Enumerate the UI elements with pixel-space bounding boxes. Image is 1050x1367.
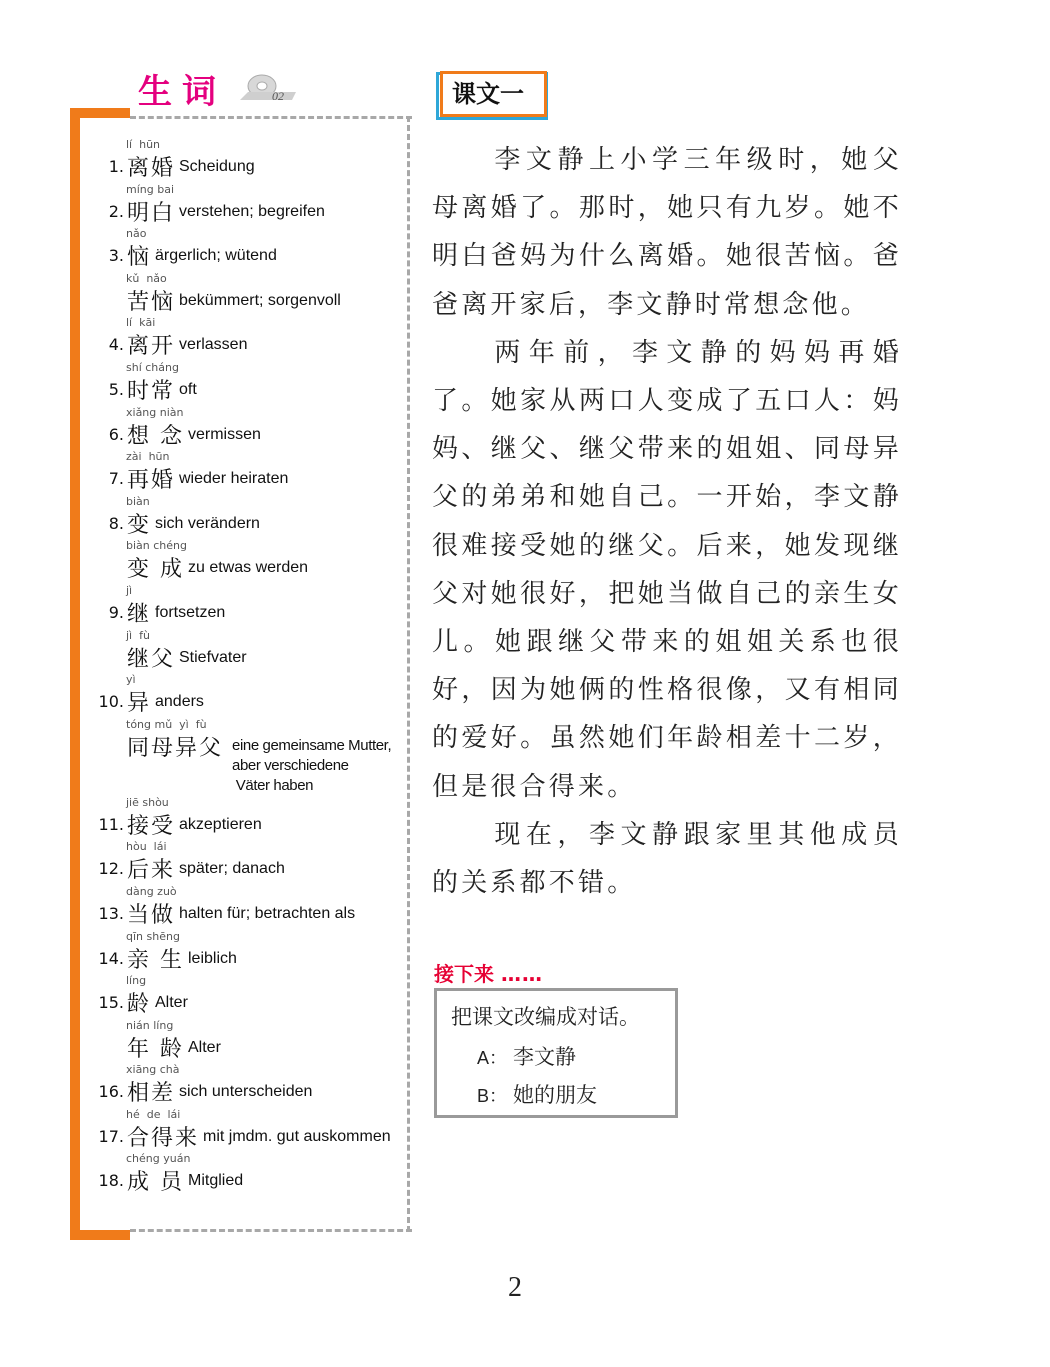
vocab-gloss-line: eine gemeinsame Mutter, (232, 736, 392, 754)
vocab-gloss: vermissen (188, 425, 261, 443)
vocab-hanzi: 合得来 (127, 1125, 200, 1151)
vocab-entry (96, 671, 406, 716)
vocab-pinyin: lí kāi (126, 316, 156, 330)
vocab-entry (96, 270, 406, 315)
vocabulary-list (96, 136, 406, 1195)
vocab-hanzi: 苦恼 (127, 289, 176, 315)
vocab-entry (96, 314, 406, 359)
page-number: 2 (508, 1272, 522, 1303)
vocab-pinyin: líng (126, 974, 147, 988)
vocab-gloss: zu etwas werden (188, 559, 309, 577)
next-section-title: 接下来 (434, 962, 494, 986)
vocab-pinyin: hòu lái (126, 840, 167, 854)
vocab-number: 9. (108, 602, 124, 622)
frame-accent-left (70, 108, 80, 1240)
vocab-pinyin: jì fù (126, 628, 150, 642)
vocab-number: 10. (98, 692, 124, 712)
vocab-gloss: anders (155, 693, 204, 711)
task-instruction: 把课文改编成对话。 (451, 1005, 640, 1029)
vocab-entry (96, 448, 406, 493)
vocab-pinyin: qīn shēng (126, 929, 180, 943)
vocab-pinyin: biàn chéng (126, 539, 187, 553)
vocab-entry (96, 404, 406, 449)
vocab-number: 15. (98, 993, 124, 1013)
vocab-hanzi: 离开 (127, 334, 176, 360)
vocab-hanzi: 离婚 (127, 156, 176, 181)
vocab-hanzi: 后来 (127, 858, 176, 884)
vocab-number: 2. (108, 201, 124, 221)
vocab-entry (96, 928, 406, 973)
vocab-pinyin: biàn (126, 494, 150, 508)
vocab-hanzi: 时常 (127, 378, 176, 404)
vocab-number: 11. (98, 814, 124, 834)
vocab-hanzi: 继父 (127, 646, 176, 672)
vocab-gloss: leiblich (188, 949, 237, 967)
vocab-hanzi: 成 员 (127, 1170, 184, 1196)
vocab-gloss: sich verändern (155, 514, 260, 532)
vocab-gloss: oft (179, 380, 197, 398)
vocab-entry (96, 225, 406, 270)
vocab-gloss: bekümmert; sorgenvoll (179, 291, 341, 309)
vocab-number: 18. (98, 1171, 124, 1191)
vocab-number: 17. (98, 1126, 124, 1146)
vocab-entry (96, 1061, 406, 1106)
vocab-pinyin: chéng yuán (126, 1152, 191, 1166)
role-text: 她的朋友 (513, 1083, 598, 1107)
vocab-number: 8. (108, 513, 124, 533)
vocab-entry (96, 883, 406, 928)
vocab-hanzi: 同母异父 (127, 735, 224, 761)
vocab-pinyin: míng bai (126, 182, 175, 196)
frame-dashed-top (130, 116, 412, 119)
vocab-pinyin: yì (126, 673, 136, 687)
vocab-hanzi: 变 成 (127, 557, 184, 583)
task-role-a (477, 1041, 576, 1071)
audio-track-number: 02 (272, 89, 284, 103)
vocab-gloss: Stiefvater (179, 648, 247, 666)
vocab-entry (96, 181, 406, 226)
vocab-gloss: ärgerlich; wütend (155, 247, 277, 265)
vocab-pinyin: hé de lái (126, 1107, 181, 1121)
vocab-pinyin: dàng zuò (126, 884, 177, 898)
vocab-number: 4. (108, 335, 124, 355)
vocab-entry (96, 794, 406, 839)
vocab-entry (96, 1150, 406, 1195)
vocab-number: 1. (108, 157, 124, 176)
vocab-pinyin: xiāng chà (126, 1063, 180, 1077)
role-label: A： (477, 1048, 508, 1068)
vocab-entry (96, 537, 406, 582)
vocab-entry (96, 1017, 406, 1062)
vocab-gloss: verstehen; begreifen (179, 202, 325, 220)
next-section-dots: …… (500, 962, 543, 986)
lesson-title: 课文一 (440, 71, 547, 117)
vocab-pinyin: tóng mǔ yì fù (126, 717, 207, 731)
vocab-hanzi: 再婚 (127, 468, 176, 494)
vocab-entry (96, 493, 406, 538)
role-text: 李文静 (513, 1045, 577, 1069)
task-box (434, 988, 678, 1118)
vocab-section-title: 生词 (138, 72, 226, 112)
vocab-pinyin: lí hūn (126, 138, 161, 151)
vocab-hanzi: 相差 (127, 1081, 176, 1107)
passage-paragraph: 现在，李文静跟家里其他成员的关系都不错。 (432, 819, 902, 899)
vocab-hanzi: 异 (127, 691, 152, 717)
vocab-gloss: mit jmdm. gut auskommen (203, 1127, 391, 1145)
vocab-pinyin: kǔ nǎo (126, 271, 167, 285)
vocab-entry (96, 838, 406, 883)
vocab-pinyin: nián líng (126, 1018, 174, 1032)
lesson-passage (432, 136, 902, 907)
vocab-gloss: später; danach (179, 860, 285, 878)
vocab-gloss: fortsetzen (155, 603, 226, 621)
vocab-pinyin: jiē shòu (126, 795, 169, 809)
vocab-number: 14. (98, 948, 124, 968)
vocab-number: 6. (108, 424, 124, 444)
vocab-pinyin: shí cháng (126, 360, 179, 374)
vocab-gloss: sich unterscheiden (179, 1083, 313, 1101)
vocab-hanzi: 当做 (127, 902, 176, 928)
vocab-hanzi: 明白 (127, 200, 176, 226)
vocab-hanzi: 年 龄 (127, 1036, 184, 1062)
role-label: B： (477, 1086, 508, 1106)
vocab-entry (96, 716, 406, 794)
vocab-gloss: akzeptieren (179, 815, 262, 833)
vocab-gloss: wieder heiraten (179, 470, 289, 488)
vocab-gloss: halten für; betrachten als (179, 904, 356, 922)
vocab-entry (96, 1106, 406, 1151)
frame-accent-top (70, 108, 130, 118)
vocab-hanzi: 恼 (127, 245, 152, 271)
vocab-pinyin: nǎo (126, 227, 147, 241)
vocab-number: 5. (108, 379, 124, 399)
passage-paragraph: 两年前，李文静的妈妈再婚了。她家从两口人变成了五口人：妈妈、继父、继父带来的姐姐、同母异父的弟弟和她自己。一开始，李文静很难接受她的继父。后来，她发现继父对她很好，把她当做自己的亲生女儿。她跟继父带来的姐姐关系也很好，因为她俩的性格很像，又有相同的爱好。虽然她们年龄相差十二岁，但是很合得来。 (432, 337, 902, 802)
audio-cd-icon[interactable] (236, 70, 298, 104)
vocab-number: 3. (108, 246, 124, 266)
frame-dashed-right (407, 116, 410, 1232)
frame-accent-bottom (70, 1230, 130, 1240)
vocab-number: 16. (98, 1082, 124, 1102)
vocab-gloss: Alter (155, 994, 188, 1012)
vocab-pinyin: jì (126, 583, 133, 597)
vocab-entry (96, 136, 406, 181)
vocab-hanzi: 变 (127, 512, 152, 538)
vocab-gloss: Mitglied (188, 1172, 244, 1190)
vocab-number: 13. (98, 903, 124, 923)
vocab-gloss-line: Väter haben (232, 776, 314, 794)
vocab-entry (96, 359, 406, 404)
vocab-number: 12. (98, 859, 124, 879)
vocab-gloss: verlassen (179, 336, 248, 354)
vocab-hanzi: 亲 生 (127, 947, 184, 973)
vocab-gloss-line: aber verschiedene (232, 756, 349, 774)
vocab-hanzi: 龄 (127, 992, 152, 1018)
vocab-gloss (232, 736, 391, 796)
task-role-b (477, 1079, 597, 1109)
vocab-gloss: Scheidung (179, 158, 255, 175)
next-section-heading (434, 958, 543, 987)
vocab-pinyin: zài hūn (126, 450, 170, 464)
vocab-pinyin: xiǎng niàn (126, 405, 184, 419)
vocab-hanzi: 想 念 (127, 423, 184, 449)
vocab-hanzi: 接受 (127, 813, 176, 839)
vocab-hanzi: 继 (127, 601, 152, 627)
vocab-entry (96, 627, 406, 672)
vocab-number: 7. (108, 469, 124, 489)
vocab-entry (96, 972, 406, 1017)
vocab-entry (96, 582, 406, 627)
vocab-gloss: Alter (188, 1038, 221, 1056)
frame-dashed-bottom (130, 1229, 412, 1232)
passage-paragraph: 李文静上小学三年级时，她父母离婚了。那时，她只有九岁。她不明白爸妈为什么离婚。她很苦恼。爸爸离开家后，李文静时常想念他。 (432, 145, 902, 320)
